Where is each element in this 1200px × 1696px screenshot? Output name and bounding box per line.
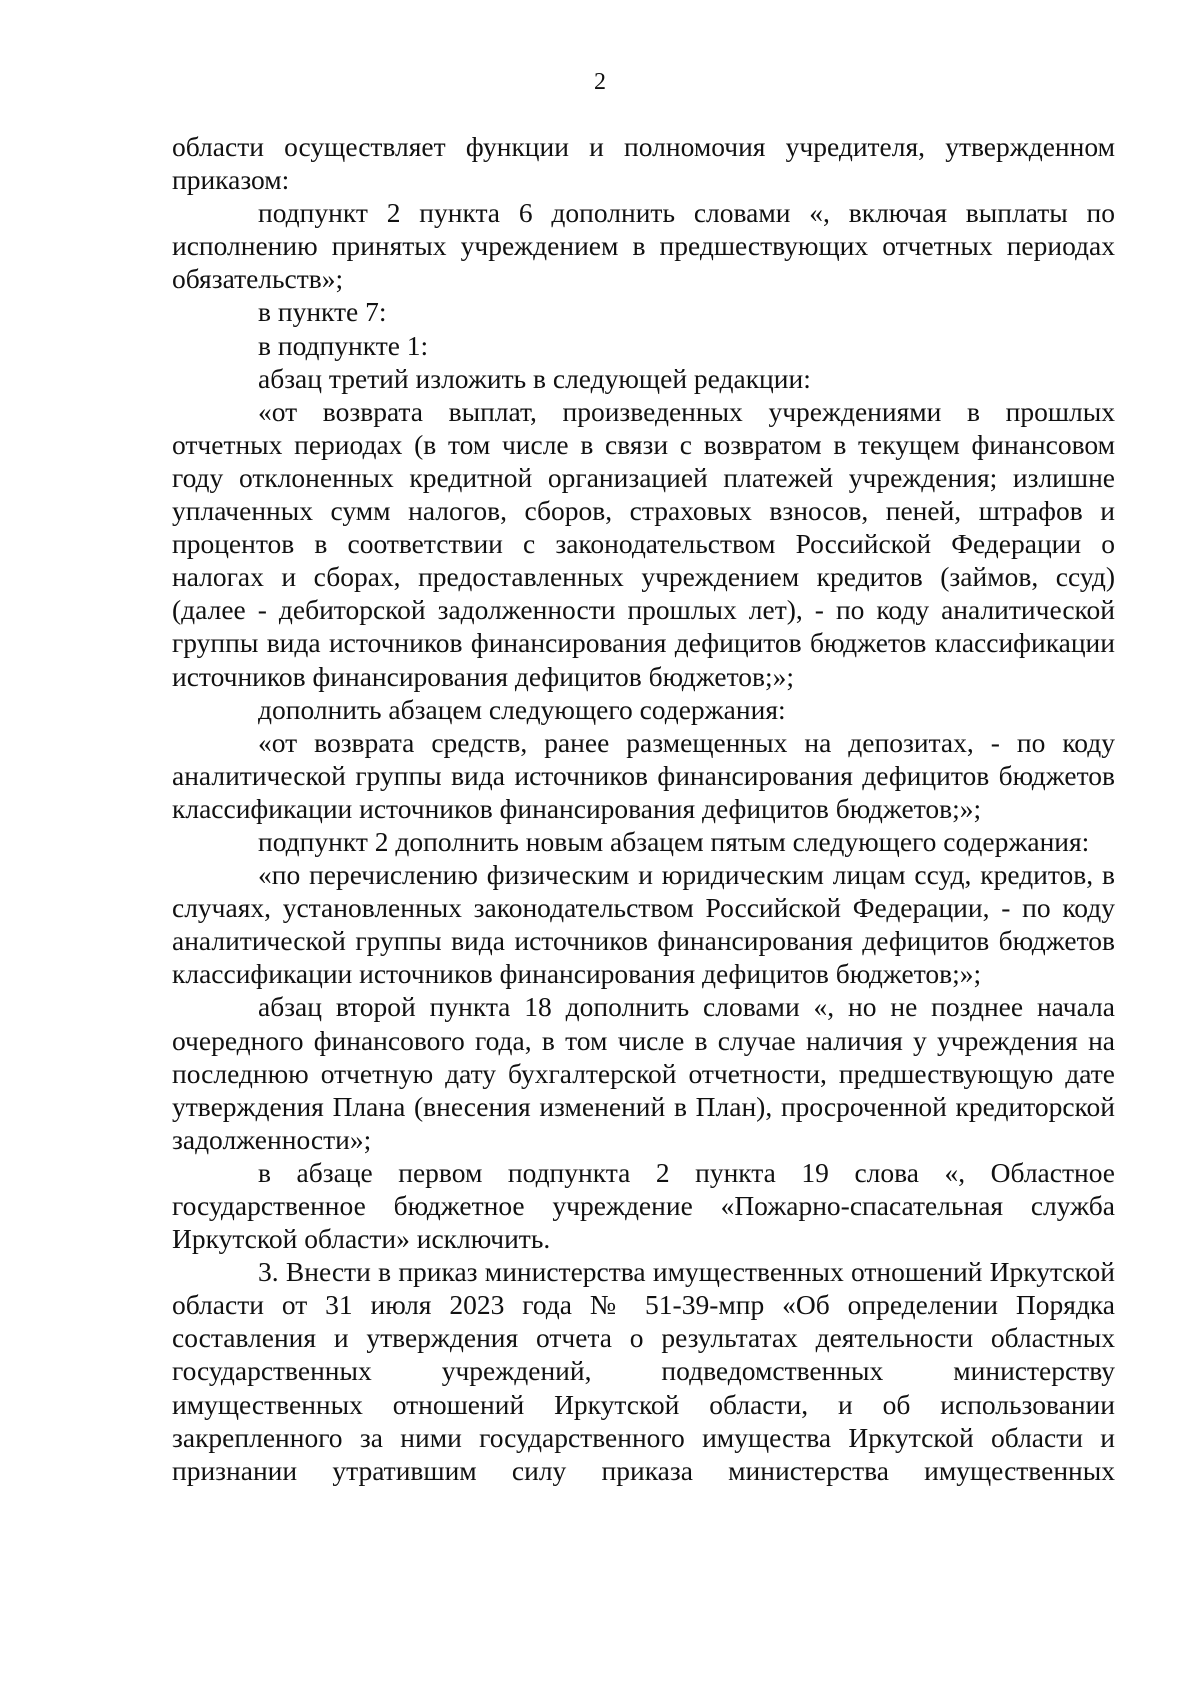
paragraph: 3. Внести в приказ министерства имущественных отношений Иркутской области от 31 июля 2023 года № 51-39-мпр «Об определении Порядка составления и утверждения отчета о результатах деятельности областных государственных учреждений, подведомственных министерству имущественных отношений Иркутской области, и об использовании закрепленного за ними государственного имущества Иркутской области и признании утратившим силу приказа министерства имущественных — [172, 1256, 1115, 1486]
paragraph: абзац третий изложить в следующей редакции: — [258, 362, 811, 394]
paragraph: «от возврата выплат, произведенных учреждениями в прошлых отчетных периодах (в том числе в связи с возвратом в текущем финансовом году отклоненных кредитной организацией платежей учреждения; излишне уплаченных сумм налогов, сборов, страховых взносов, пеней, штрафов и процентов в соответствии с законодательством Российской Федерации о налогах и сборах, предоставленных учреждением кредитов (займов, ссуд) (далее - дебиторской задолженности прошлых лет), - по коду аналитической группы вида источников финансирования дефицитов бюджетов классификации источников финансирования дефицитов бюджетов;»; — [172, 395, 1115, 692]
page-number: 2 — [594, 69, 606, 95]
paragraph: подпункт 2 дополнить новым абзацем пятым следующего содержания: — [258, 825, 1090, 857]
paragraph: в подпункте 1: — [258, 329, 429, 361]
document-body — [172, 130, 1115, 1487]
paragraph: дополнить абзацем следующего содержания: — [258, 693, 786, 725]
paragraph: абзац второй пункта 18 дополнить словами «, но не позднее начала очередного финансового года, в том числе в случае наличия у учреждения на последнюю отчетную дату бухгалтерской отчетности, предшествующую дате утверждения Плана (внесения изменений в План), просроченной кредиторской задолженности»; — [172, 991, 1115, 1155]
paragraph: области осуществляет функции и полномочия учредителя, утвержденном приказом: — [172, 131, 1115, 196]
paragraph: «по перечислению физическим и юридическим лицам ссуд, кредитов, в случаях, установленных законодательством Российской Федерации, - по коду аналитической группы вида источников финансирования дефицитов бюджетов классификации источников финансирования дефицитов бюджетов;»; — [172, 859, 1115, 990]
paragraph: в абзаце первом подпункта 2 пункта 19 слова «, Областное государственное бюджетное учреждение «Пожарно-спасательная служба Иркутской области» исключить. — [172, 1156, 1115, 1255]
paragraph: «от возврата средств, ранее размещенных на депозитах, - по коду аналитической группы вида источников финансирования дефицитов бюджетов классификации источников финансирования дефицитов бюджетов;»; — [172, 726, 1115, 824]
paragraph: подпункт 2 пункта 6 дополнить словами «, включая выплаты по исполнению принятых учреждением в предшествующих отчетных периодах обязательств»; — [172, 197, 1115, 295]
paragraph: в пункте 7: — [258, 296, 387, 328]
